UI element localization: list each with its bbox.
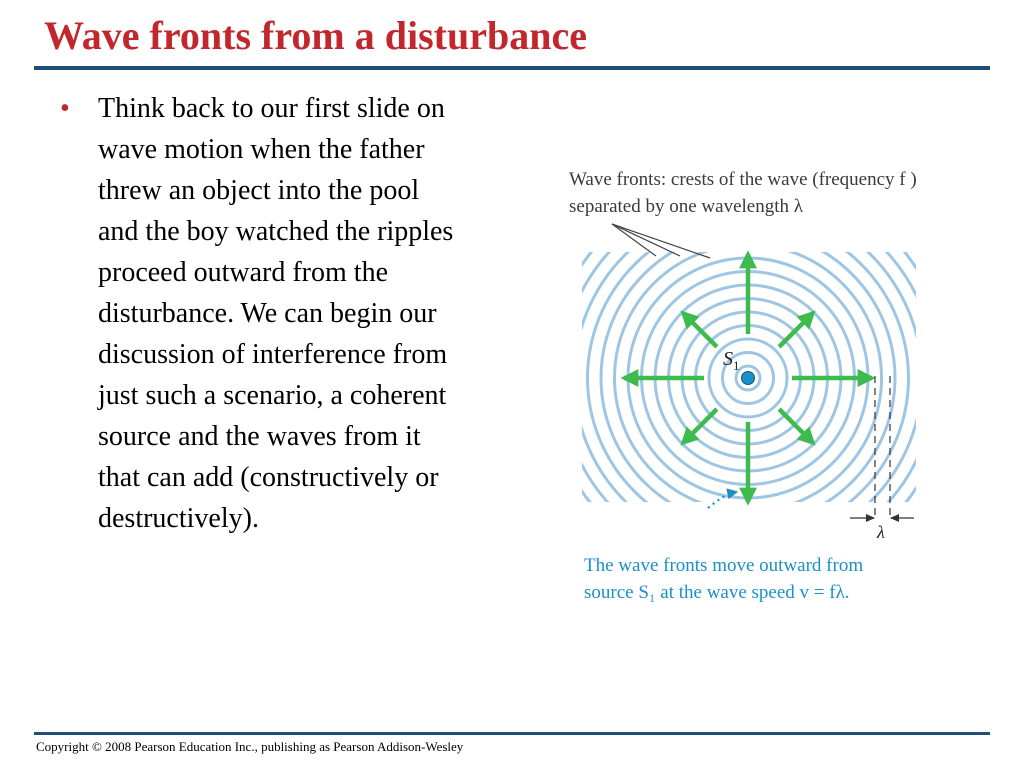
bullet-line: and the boy watched the ripples bbox=[98, 216, 454, 247]
bullet-line: source and the waves from it bbox=[98, 421, 421, 452]
wave-fronts-figure bbox=[560, 160, 1000, 620]
source-label-subscript: 1 bbox=[733, 358, 740, 373]
wavelength-arrowhead-icon bbox=[890, 514, 899, 522]
copyright-footer: Copyright © 2008 Pearson Education Inc., publishing as Pearson Addison-Wesley bbox=[36, 739, 464, 754]
propagation-arrow-icon bbox=[779, 409, 813, 443]
caption-line: source S₁ at the wave speed v = fλ. bbox=[584, 582, 850, 603]
bullet-line: destructively). bbox=[98, 503, 259, 534]
propagation-arrow-icon bbox=[779, 313, 813, 347]
bullet-line: Think back to our first slide on bbox=[98, 93, 445, 124]
title-divider bbox=[34, 66, 990, 70]
source-label bbox=[723, 348, 740, 374]
bullet-line: threw an object into the pool bbox=[98, 175, 420, 206]
propagation-arrow-icon bbox=[683, 313, 717, 347]
wave-fronts-caption bbox=[569, 166, 999, 220]
bullet-text bbox=[98, 88, 538, 539]
wavelength-arrowhead-icon bbox=[866, 514, 875, 522]
pointer-line bbox=[612, 224, 656, 256]
bullet-line: wave motion when the father bbox=[98, 134, 425, 165]
caption-line: The wave fronts move outward from bbox=[584, 555, 864, 576]
bullet-line: that can add (constructively or bbox=[98, 462, 439, 493]
bullet-line: just such a scenario, a coherent bbox=[98, 380, 447, 411]
footer-divider bbox=[34, 732, 990, 735]
bullet-icon: • bbox=[60, 93, 70, 124]
caption-line: Wave fronts: crests of the wave (frequency f ) bbox=[569, 169, 917, 190]
slide-title: Wave fronts from a disturbance bbox=[44, 13, 587, 58]
wave-diagram bbox=[560, 160, 1000, 620]
pointer-line bbox=[612, 224, 680, 256]
wave-speed-caption bbox=[584, 552, 1000, 606]
bullet-line: discussion of interference from bbox=[98, 339, 448, 370]
wavelength-label: λ bbox=[877, 522, 885, 542]
bullet-line: disturbance. We can begin our bbox=[98, 298, 437, 329]
propagation-arrow-icon bbox=[683, 409, 717, 443]
caption-line: separated by one wavelength λ bbox=[569, 196, 803, 217]
source-label-letter: S bbox=[723, 348, 733, 370]
source-point-icon bbox=[742, 372, 755, 385]
bullet-line: proceed outward from the bbox=[98, 257, 388, 288]
